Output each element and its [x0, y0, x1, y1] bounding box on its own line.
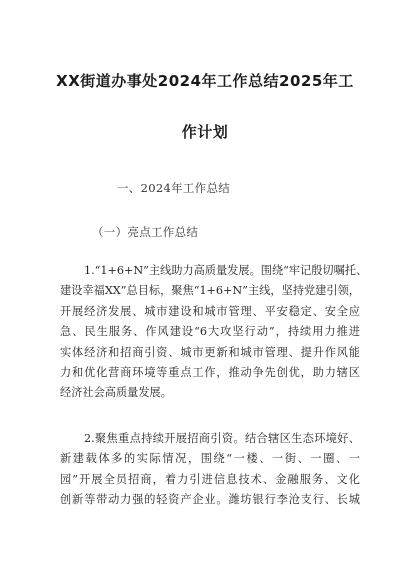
paragraph-2 — [60, 429, 360, 511]
document-title-line-2: 作计划 — [181, 123, 229, 141]
paragraph-1-line: 经济社会高质量发展。 — [60, 386, 172, 400]
subsection-heading-highlights: （一）亮点工作总结 — [92, 225, 199, 239]
paragraph-2-line: 新建载体多的实际情况，围绕“一楼、一街、一圈、一 — [60, 452, 360, 466]
paragraph-2-line: 园”开展全员招商，着力引进信息技术、金融服务、文化 — [60, 472, 360, 486]
paragraph-1-line: 开展经济发展、城市建设和城市管理、平安稳定、安全应 — [60, 304, 360, 318]
document-title-line-1: XX街道办事处2024年工作总结2025年工 — [56, 72, 354, 90]
paragraph-1-line: 实体经济和招商引资、城市更新和城市管理、提升作风能 — [60, 345, 360, 359]
paragraph-1-line: 急、民生服务、作风建设“6大攻坚行动”，持续用力推进 — [60, 325, 360, 339]
section-heading-2024-summary: 一、2024年工作总结 — [117, 181, 231, 195]
paragraph-1-line: 力和优化营商环境等重点工作，推动争先创优，助力辖区 — [60, 366, 360, 380]
paragraph-2-line: 2.聚焦重点持续开展招商引资。结合辖区生态环境好、 — [84, 432, 360, 445]
paragraph-1-line: 1.“1+6+N”主线助力高质量发展。围绕“牢记殷切嘱托、 — [84, 264, 368, 277]
paragraph-2-line: 创新等带动力强的轻资产企业。潍坊银行李沧支行、长城 — [60, 493, 360, 507]
paragraph-1 — [60, 261, 368, 404]
paragraph-1-line: 建设幸福XX”总目标，聚焦“1+6+N”主线，坚持党建引领， — [60, 284, 360, 298]
